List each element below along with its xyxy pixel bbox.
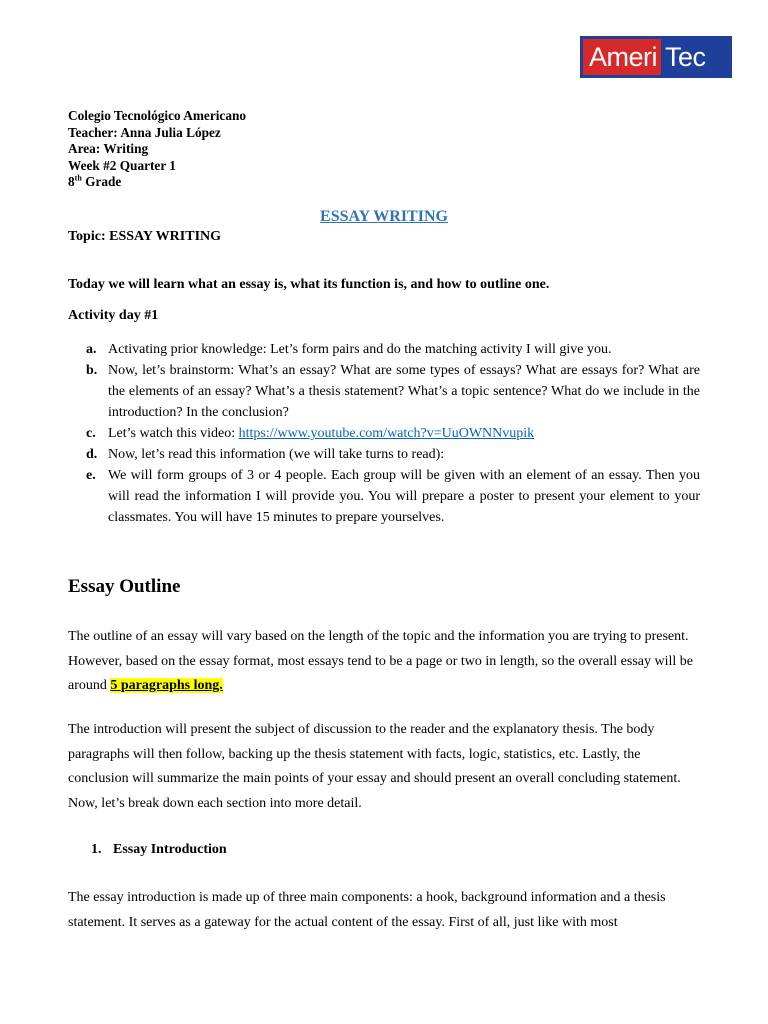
section-heading-introduction [91,842,227,858]
paragraph-text: The outline of an essay will vary based on the length of the topic and the information you are trying to present. However, based on the essay format, most essays tend to be a page or two in length, so the overall essay will be around [68,629,694,693]
list-marker: d. [86,447,98,462]
logo-text-a: Ameri [589,41,658,72]
outline-paragraph-2: The introduction will present the subject of discussion to the reader and the explanatory thesis. The body paragraphs will then follow, backing up the thesis statement with facts, logic, statistics, etc. Lastly, the conclusion will summarize the main points of your essay and should present an overall concluding statement. Now, let’s break down each section into more detail. [68,722,681,811]
list-marker: b. [86,363,98,378]
list-marker: a. [86,342,97,357]
activity-text: Now, let’s brainstorm: What’s an essay? What are some types of essays? What are essays for? What are the elements of an essay? What’s a thesis statement? What’s a topic sentence? What do we include in the introduction? In the conclusion? [108,363,700,420]
document-title: ESSAY WRITING [320,208,448,225]
grade-suffix: th [74,173,82,183]
activity-item-d [86,444,700,465]
logo-text-b: Tec [665,41,706,72]
section-label: Essay Introduction [113,842,227,857]
topic-line: Topic: ESSAY WRITING [68,229,222,244]
youtube-video-link[interactable]: https://www.youtube.com/watch?v=UuOWNNvupik [238,426,535,441]
activity-item-e [86,465,700,528]
essay-outline-heading: Essay Outline [68,576,181,597]
objective-line: Today we will learn what an essay is, what its function is, and how to outline one. [68,277,550,292]
document-header [68,108,246,191]
outline-paragraph-1 [68,625,700,699]
activity-item-a [86,339,700,360]
activity-text: Now, let’s read this information (we will take turns to read): [108,447,445,462]
activity-list [86,339,700,528]
highlighted-text: 5 paragraphs long. [110,678,223,693]
introduction-paragraph: The essay introduction is made up of three main components: a hook, background information and a thesis statement. It serves as a gateway for the actual content of the essay. First of all, just like with most [68,890,666,930]
activity-text: Let’s watch this video: [108,426,239,441]
list-marker: c. [86,426,96,441]
subject-area: Area: Writing [68,141,149,156]
activity-heading: Activity day #1 [68,308,159,323]
section-number: 1. [91,842,102,857]
week-quarter: Week #2 Quarter 1 [68,157,176,173]
school-name: Colegio Tecnológico Americano [68,108,247,123]
ameritec-logo [580,36,732,78]
activity-text: Activating prior knowledge: Let’s form pairs and do the matching activity I will give you. [108,342,612,357]
grade-word: Grade [81,174,122,189]
logo-red-block [583,39,661,75]
grade-number: 8 [68,174,75,189]
teacher-name: Teacher: Anna Julia López [68,124,221,140]
logo-blue-block [661,39,729,75]
list-marker: e. [86,468,96,483]
grade-level [68,174,246,191]
activity-text: We will form groups of 3 or 4 people. Each group will be given with an element of an essay. Then you will read the information I will provide you. You will prepare a poster to present your element to your classmates. You will have 15 minutes to prepare yourselves. [108,468,700,525]
activity-item-c [86,423,700,444]
activity-item-b [86,360,700,423]
